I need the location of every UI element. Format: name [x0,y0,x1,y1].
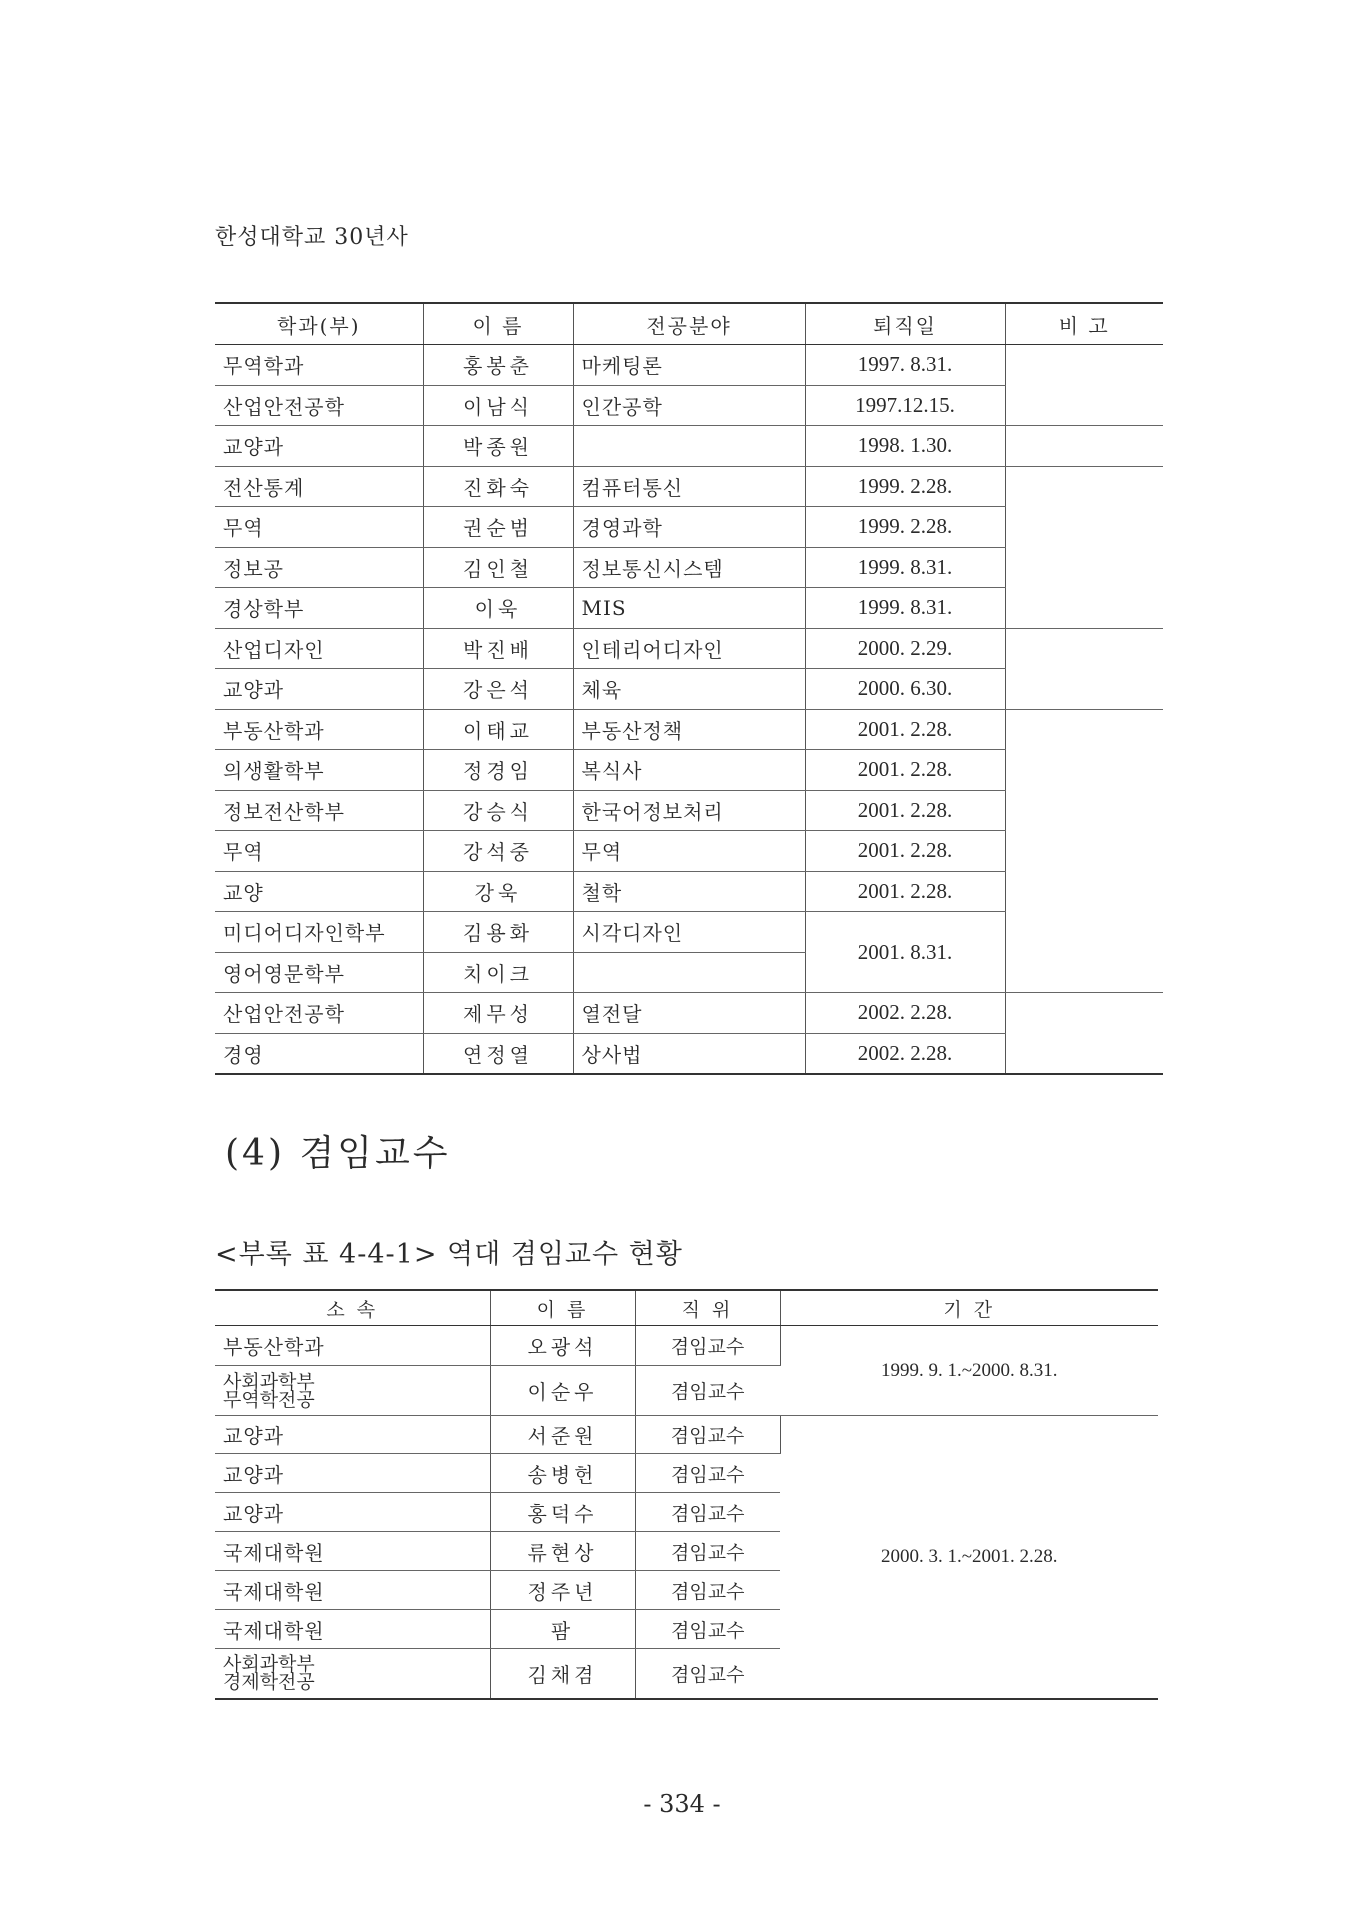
date-cell: 1999. 2.28. [805,507,1005,548]
name-cell: 김인철 [423,547,573,588]
note-cell [1005,952,1163,993]
name-cell: 이태교 [423,709,573,750]
dept-cell: 무역 [215,507,423,548]
date-cell: 2001. 2.28. [805,871,1005,912]
col-header-date: 퇴직일 [805,303,1005,345]
position-cell: 겸임교수 [635,1454,780,1493]
position-cell: 겸임교수 [635,1416,780,1454]
note-cell [1005,871,1163,912]
table-row [215,790,1163,831]
position-cell: 겸임교수 [635,1326,780,1366]
date-cell: 2001. 2.28. [805,709,1005,750]
table-row [215,709,1163,750]
dept-cell: 미디어디자인학부 [215,912,423,953]
date-cell: 1997. 8.31. [805,345,1005,386]
table-row [215,628,1163,669]
name-cell: 치이크 [423,952,573,993]
field-cell: 체육 [573,669,805,710]
name-cell: 홍덕수 [490,1493,635,1532]
name-cell: 진화숙 [423,466,573,507]
note-cell [1005,709,1163,750]
date-cell: 2001. 2.28. [805,790,1005,831]
field-cell: 복식사 [573,750,805,791]
note-cell [1005,507,1163,548]
table-row [215,669,1163,710]
name-cell: 서준원 [490,1416,635,1454]
field-cell: 시각디자인 [573,912,805,953]
name-cell: 강석중 [423,831,573,872]
table-row [215,588,1163,629]
position-cell: 겸임교수 [635,1610,780,1649]
col-header-position: 직 위 [635,1290,780,1326]
field-cell [573,426,805,467]
note-cell [1005,345,1163,386]
affiliation-cell [215,1649,490,1699]
col-header-name: 이 름 [490,1290,635,1326]
name-cell: 오광석 [490,1326,635,1366]
name-cell: 이욱 [423,588,573,629]
dept-cell: 무역학과 [215,345,423,386]
table-row [215,1033,1163,1074]
table-row [215,345,1163,386]
affiliation-cell: 국제대학원 [215,1610,490,1649]
date-cell: 1998. 1.30. [805,426,1005,467]
col-header-dept: 학과(부) [215,303,423,345]
note-cell [1005,466,1163,507]
field-cell: 인간공학 [573,385,805,426]
name-cell: 류현상 [490,1532,635,1571]
col-header-field: 전공분야 [573,303,805,345]
field-cell: MIS [573,588,805,629]
date-cell: 1997.12.15. [805,385,1005,426]
affiliation-line: 경제학전공 [223,1671,315,1694]
running-header: 한성대학교 30년사 [215,225,409,250]
table-row [215,547,1163,588]
date-cell: 2002. 2.28. [805,993,1005,1034]
note-cell [1005,547,1163,588]
dept-cell: 무역 [215,831,423,872]
name-cell: 제무성 [423,993,573,1034]
adjunct-faculty-table [215,1289,1158,1700]
affiliation-cell: 교양과 [215,1454,490,1493]
date-cell: 2001. 8.31. [805,912,1005,993]
section-title: (4) 겸임교수 [225,1133,451,1174]
dept-cell: 전산통계 [215,466,423,507]
dept-cell: 교양과 [215,669,423,710]
affiliation-cell: 교양과 [215,1493,490,1532]
table-row [215,385,1163,426]
position-cell: 겸임교수 [635,1493,780,1532]
name-cell: 이순우 [490,1366,635,1416]
dept-cell: 의생활학부 [215,750,423,791]
table-row [215,426,1163,467]
field-cell: 상사법 [573,1033,805,1074]
table-row [215,1416,1158,1454]
date-cell: 2002. 2.28. [805,1033,1005,1074]
affiliation-line: 무역학전공 [223,1388,315,1411]
note-cell [1005,750,1163,791]
dept-cell: 경영 [215,1033,423,1074]
table-caption: <부록 표 4-4-1> 역대 겸임교수 현황 [215,1239,683,1270]
affiliation-cell [215,1366,490,1416]
field-cell: 부동산정책 [573,709,805,750]
field-cell [573,952,805,993]
position-cell: 겸임교수 [635,1532,780,1571]
name-cell: 홍봉춘 [423,345,573,386]
affiliation-cell: 부동산학과 [215,1326,490,1366]
date-cell: 1999. 8.31. [805,547,1005,588]
dept-cell: 경상학부 [215,588,423,629]
note-cell [1005,1033,1163,1074]
name-cell: 정주년 [490,1571,635,1610]
note-cell [1005,385,1163,426]
note-cell [1005,912,1163,953]
note-cell [1005,588,1163,629]
name-cell: 박종원 [423,426,573,467]
field-cell: 정보통신시스템 [573,547,805,588]
date-cell: 2000. 6.30. [805,669,1005,710]
note-cell [1005,426,1163,467]
field-cell: 인테리어디자인 [573,628,805,669]
note-cell [1005,628,1163,669]
dept-cell: 교양과 [215,426,423,467]
table-row [215,466,1163,507]
affiliation-cell: 국제대학원 [215,1532,490,1571]
name-cell: 정경임 [423,750,573,791]
table-row [215,831,1163,872]
field-cell: 마케팅론 [573,345,805,386]
dept-cell: 영어영문학부 [215,952,423,993]
page-number: - 334 - [643,1790,721,1818]
name-cell: 김용화 [423,912,573,953]
name-cell: 박진배 [423,628,573,669]
affiliation-line: 사회과학부 [223,1370,315,1393]
note-cell [1005,831,1163,872]
name-cell: 팜 [490,1610,635,1649]
table-row [215,993,1163,1034]
table-row [215,750,1163,791]
name-cell: 강승식 [423,790,573,831]
date-cell: 2001. 2.28. [805,831,1005,872]
date-cell: 1999. 2.28. [805,466,1005,507]
affiliation-line: 사회과학부 [223,1653,315,1676]
dept-cell: 산업안전공학 [215,385,423,426]
field-cell: 열전달 [573,993,805,1034]
dept-cell: 산업디자인 [215,628,423,669]
col-header-affiliation: 소 속 [215,1290,490,1326]
field-cell: 한국어정보처리 [573,790,805,831]
col-header-note: 비 고 [1005,303,1163,345]
date-cell: 2001. 2.28. [805,750,1005,791]
field-cell: 경영과학 [573,507,805,548]
dept-cell: 정보공 [215,547,423,588]
dept-cell: 교양 [215,871,423,912]
col-header-period: 기 간 [780,1290,1158,1326]
date-cell: 1999. 8.31. [805,588,1005,629]
name-cell: 강욱 [423,871,573,912]
field-cell: 철학 [573,871,805,912]
position-cell: 겸임교수 [635,1571,780,1610]
table-row [215,912,1163,953]
affiliation-cell: 국제대학원 [215,1571,490,1610]
table-header-row [215,303,1163,345]
col-header-name: 이 름 [423,303,573,345]
note-cell [1005,669,1163,710]
table-row [215,871,1163,912]
table-row [215,952,1163,993]
period-cell: 2000. 3. 1.~2001. 2.28. [780,1416,1158,1699]
name-cell: 연정열 [423,1033,573,1074]
dept-cell: 산업안전공학 [215,993,423,1034]
period-cell: 1999. 9. 1.~2000. 8.31. [780,1326,1158,1416]
table-row [215,1326,1158,1366]
position-cell: 겸임교수 [671,1663,745,1686]
note-cell [1005,993,1163,1034]
field-cell: 무역 [573,831,805,872]
name-cell: 권순범 [423,507,573,548]
table-row [215,507,1163,548]
name-cell: 이남식 [423,385,573,426]
table-header-row [215,1290,1158,1326]
name-cell: 김채겸 [490,1649,635,1699]
name-cell: 송병헌 [490,1454,635,1493]
dept-cell: 부동산학과 [215,709,423,750]
affiliation-cell: 교양과 [215,1416,490,1454]
field-cell: 컴퓨터통신 [573,466,805,507]
date-cell: 2000. 2.29. [805,628,1005,669]
note-cell [1005,790,1163,831]
dept-cell: 정보전산학부 [215,790,423,831]
name-cell: 강은석 [423,669,573,710]
retired-faculty-table [215,302,1163,1075]
position-cell: 겸임교수 [635,1366,780,1416]
